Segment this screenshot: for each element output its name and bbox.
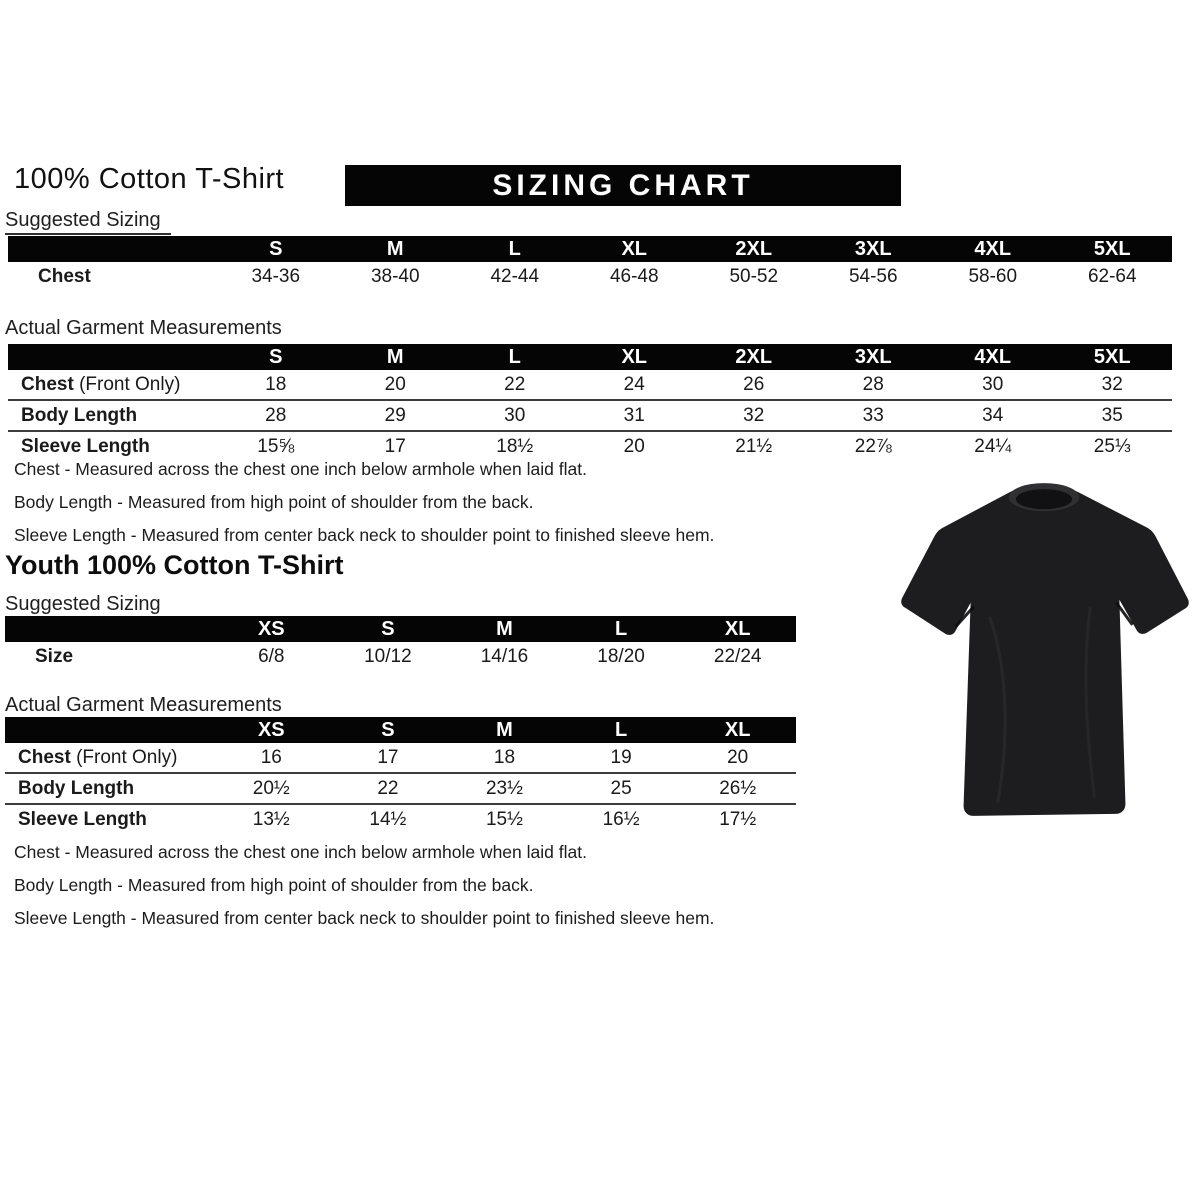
row-label: Chest (Front Only) <box>8 370 216 400</box>
table-row <box>8 262 1172 291</box>
measurement-value: 17½ <box>679 804 796 834</box>
size-column-header: S <box>330 616 447 642</box>
measurement-value: 35 <box>1053 400 1173 431</box>
measurement-value: 6/8 <box>213 642 330 671</box>
table-row <box>5 773 796 804</box>
measurement-value: 13½ <box>213 804 330 834</box>
size-column-header: 2XL <box>694 344 814 370</box>
size-column-header: 3XL <box>814 344 934 370</box>
size-column-header: 5XL <box>1053 236 1173 262</box>
row-label: Body Length <box>8 400 216 431</box>
measurement-value: 15½ <box>446 804 563 834</box>
note-sleeve-length: Sleeve Length - Measured from center back neck to shoulder point to finished sleeve hem. <box>14 908 715 928</box>
size-column-header: L <box>563 616 680 642</box>
note-chest: Chest - Measured across the chest one inch below armhole when laid flat. <box>14 842 587 862</box>
size-column-header: XL <box>575 236 695 262</box>
measurement-value: 16 <box>213 743 330 773</box>
measurement-value: 18½ <box>455 431 575 461</box>
note-body-length: Body Length - Measured from high point of shoulder from the back. <box>14 875 534 895</box>
measurement-value: 25 <box>563 773 680 804</box>
measurement-value: 30 <box>933 370 1053 400</box>
measurement-value: 20 <box>679 743 796 773</box>
note-body-length: Body Length - Measured from high point of shoulder from the back. <box>14 492 534 512</box>
measurement-value: 10/12 <box>330 642 447 671</box>
measurement-value: 25⅓ <box>1053 431 1173 461</box>
size-column-header: 5XL <box>1053 344 1173 370</box>
youth-actual-measurements-table <box>5 717 796 834</box>
measurement-value: 23½ <box>446 773 563 804</box>
sizing-chart-banner: SIZING CHART <box>345 165 901 206</box>
measurement-value: 20 <box>336 370 456 400</box>
measurement-value: 14½ <box>330 804 447 834</box>
measurement-value: 18/20 <box>563 642 680 671</box>
measurement-value: 38-40 <box>336 262 456 291</box>
measurement-value: 62-64 <box>1053 262 1173 291</box>
adult-suggested-sizing-table <box>8 236 1172 291</box>
measurement-value: 29 <box>336 400 456 431</box>
measurement-value: 32 <box>1053 370 1173 400</box>
measurement-value: 22⅞ <box>814 431 934 461</box>
measurement-value: 34 <box>933 400 1053 431</box>
size-column-header: M <box>336 344 456 370</box>
corner-header-cell <box>8 236 216 262</box>
table-row <box>5 642 796 671</box>
youth-actual-measurements-label: Actual Garment Measurements <box>5 694 282 716</box>
measurement-value: 15⅝ <box>216 431 336 461</box>
size-column-header: XL <box>575 344 695 370</box>
tshirt-product-photo <box>893 466 1195 838</box>
measurement-value: 19 <box>563 743 680 773</box>
size-column-header: 2XL <box>694 236 814 262</box>
measurement-value: 17 <box>330 743 447 773</box>
adult-actual-measurements-label: Actual Garment Measurements <box>5 317 282 339</box>
size-column-header: M <box>336 236 456 262</box>
size-column-header: S <box>216 236 336 262</box>
size-column-header: XL <box>679 616 796 642</box>
measurement-value: 22 <box>330 773 447 804</box>
youth-measurement-notes <box>14 836 714 935</box>
size-column-header: XS <box>213 717 330 743</box>
measurement-value: 28 <box>216 400 336 431</box>
size-column-header: S <box>216 344 336 370</box>
measurement-value: 30 <box>455 400 575 431</box>
measurement-value: 21½ <box>694 431 814 461</box>
measurement-value: 22/24 <box>679 642 796 671</box>
row-label: Sleeve Length <box>8 431 216 461</box>
measurement-value: 42-44 <box>455 262 575 291</box>
youth-suggested-sizing-label: Suggested Sizing <box>5 593 171 619</box>
tshirt-collar-inner <box>1016 489 1072 509</box>
size-column-header: M <box>446 616 563 642</box>
measurement-value: 31 <box>575 400 695 431</box>
adult-actual-measurements-table <box>8 344 1172 461</box>
measurement-value: 50-52 <box>694 262 814 291</box>
row-label: Size <box>5 642 213 671</box>
size-column-header: L <box>455 344 575 370</box>
measurement-value: 24¼ <box>933 431 1053 461</box>
measurement-value: 54-56 <box>814 262 934 291</box>
measurement-value: 22 <box>455 370 575 400</box>
measurement-value: 18 <box>216 370 336 400</box>
measurement-value: 26½ <box>679 773 796 804</box>
adult-suggested-sizing-label: Suggested Sizing <box>5 209 171 235</box>
measurement-value: 33 <box>814 400 934 431</box>
measurement-value: 24 <box>575 370 695 400</box>
youth-suggested-sizing-table <box>5 616 796 671</box>
measurement-value: 34-36 <box>216 262 336 291</box>
page-title: 100% Cotton T-Shirt <box>14 163 285 195</box>
size-column-header: L <box>455 236 575 262</box>
measurement-value: 17 <box>336 431 456 461</box>
measurement-value: 58-60 <box>933 262 1053 291</box>
size-column-header: XS <box>213 616 330 642</box>
corner-header-cell <box>8 344 216 370</box>
table-row <box>8 400 1172 431</box>
row-label: Chest <box>8 262 216 291</box>
youth-section-title: Youth 100% Cotton T-Shirt <box>5 550 344 580</box>
size-column-header: 4XL <box>933 344 1053 370</box>
size-column-header: 4XL <box>933 236 1053 262</box>
size-column-header: M <box>446 717 563 743</box>
measurement-value: 14/16 <box>446 642 563 671</box>
measurement-value: 20 <box>575 431 695 461</box>
measurement-value: 32 <box>694 400 814 431</box>
adult-measurement-notes <box>14 453 714 552</box>
note-chest: Chest - Measured across the chest one inch below armhole when laid flat. <box>14 459 587 479</box>
measurement-value: 20½ <box>213 773 330 804</box>
size-column-header: L <box>563 717 680 743</box>
measurement-value: 28 <box>814 370 934 400</box>
size-column-header: XL <box>679 717 796 743</box>
table-row <box>8 370 1172 400</box>
measurement-value: 18 <box>446 743 563 773</box>
corner-header-cell <box>5 717 213 743</box>
size-column-header: 3XL <box>814 236 934 262</box>
row-label: Sleeve Length <box>5 804 213 834</box>
size-column-header: S <box>330 717 447 743</box>
note-sleeve-length: Sleeve Length - Measured from center back neck to shoulder point to finished sleeve hem. <box>14 525 715 545</box>
measurement-value: 16½ <box>563 804 680 834</box>
table-row <box>5 743 796 773</box>
measurement-value: 46-48 <box>575 262 695 291</box>
row-label: Body Length <box>5 773 213 804</box>
tshirt-body <box>901 484 1189 816</box>
row-label: Chest (Front Only) <box>5 743 213 773</box>
table-row <box>5 804 796 834</box>
measurement-value: 26 <box>694 370 814 400</box>
corner-header-cell <box>5 616 213 642</box>
